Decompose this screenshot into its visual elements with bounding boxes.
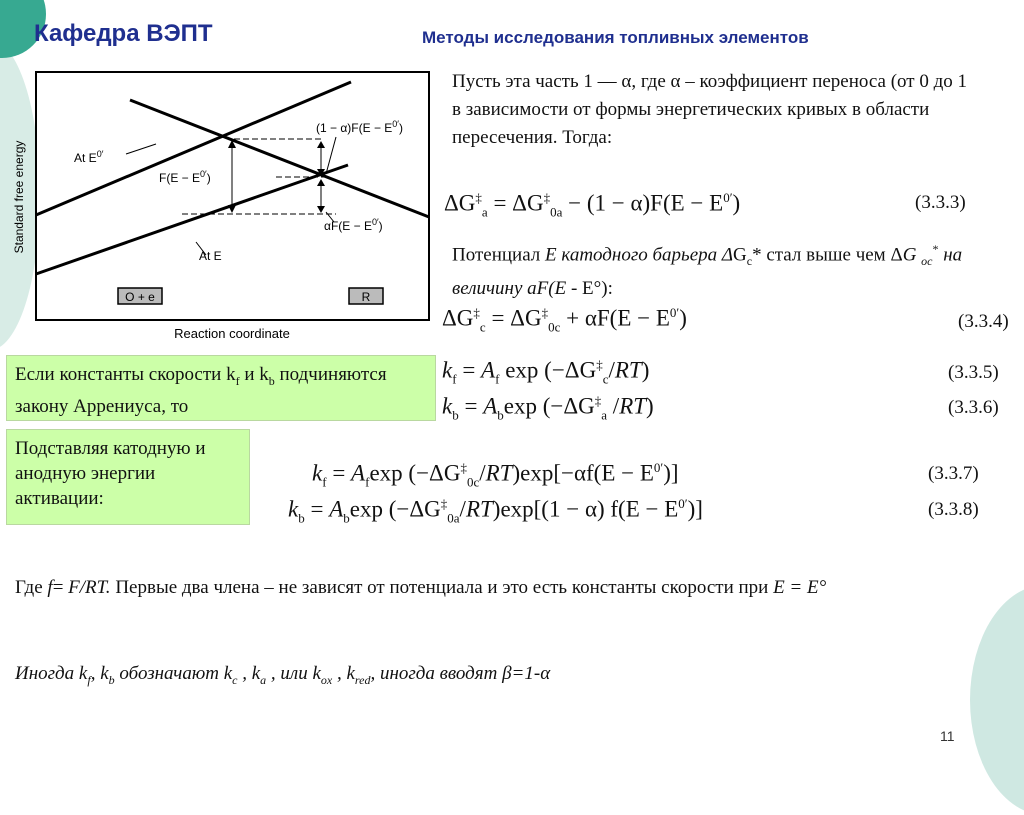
equation-3-3-7: $k_f = A_f\exp$ $(-\Delta G^\ddagger_{0c}/RT)\exp[-\alpha f(E - E^{0'})]$ (312, 460, 679, 490)
cathodic-paragraph: Потенциал E катодного барьера $\Delta G_c*$ стал выше чем ΔG $_{oc}$* на величину аF(E - E°): (452, 242, 963, 300)
page-number: 11 (940, 728, 955, 744)
equation-3-3-6: $k_b = A_b\exp$ ($-\Delta G^\ddagger_a$ /RT) (442, 393, 654, 423)
state-box-left-label: O + e (125, 290, 155, 304)
department-title: Кафедра ВЭПТ (34, 20, 213, 47)
label-at-e: At E (199, 249, 222, 263)
slide-topic: Методы исследования топливных элементов (422, 28, 809, 47)
equation-number-3-3-7: (3.3.7) (928, 463, 979, 484)
label-1-minus-alpha: $(1 - \alpha)F(E - E^{0'})$ (316, 119, 403, 135)
energy-diagram (6, 62, 440, 352)
equation-3-3-8: $k_b = A_b\exp$ $(-\Delta G^\ddagger_{0a}/RT)\exp[(1 - \alpha) f(E - E^{0'})]$ (288, 496, 703, 526)
equation-number-3-3-3: (3.3.3) (915, 192, 966, 213)
label-at-e0: At $E^{0'}$ (74, 149, 104, 165)
substitution-box: Подставляя катодную и анодную энергии активации: (6, 429, 250, 525)
intro-paragraph: Пусть эта часть 1 — α, где α – коэффициент переноса (от 0 до 1 в зависимости от формы энергетических кривых в области пересечения. Тогда: (452, 71, 968, 148)
notation-paragraph: Иногда $k_f$, $k_b$ обозначают $k_c$ , $k_a$ , или $k_{ox}$ , $k_{red}$, иногда вводят β=1-α (15, 663, 551, 687)
label-alpha-F: $\alpha F(E - E^{0'})$ (324, 217, 383, 233)
equation-3-3-3: $\Delta G^\ddagger_a = \Delta G^\ddagger_{0a} - (1 - \alpha)F(E - E^{0'})$ (444, 190, 741, 220)
arrhenius-box: Если константы скорости $k_f$ и $k_b$ подчиняются закону Аррениуса, то (6, 355, 436, 421)
equation-number-3-3-8: (3.3.8) (928, 499, 979, 520)
x-axis-label: Reaction coordinate (174, 326, 290, 341)
decorative-bottom-right-shape (970, 585, 1024, 815)
constants-paragraph: Где f= F/RT. Первые два члена – не зависят от потенциала и это есть константы скорости при E = E° (15, 577, 827, 598)
label-F: $F(E - E^{0'})$ (159, 169, 211, 185)
equation-3-3-5: $k_f = A_f$ $\exp (-\Delta G^\ddagger_c/RT)$ (442, 357, 650, 387)
y-axis-label: Standard free energy (12, 140, 26, 254)
state-box-right-label: R (361, 290, 371, 304)
equation-number-3-3-4: (3.3.4) (958, 311, 1009, 332)
equation-number-3-3-5: (3.3.5) (948, 362, 999, 383)
equation-3-3-4: $\Delta G^\ddagger_c = \Delta G^\ddagger_{0c} + \alpha F(E - E^{0'})$ (442, 305, 687, 335)
equation-number-3-3-6: (3.3.6) (948, 397, 999, 418)
